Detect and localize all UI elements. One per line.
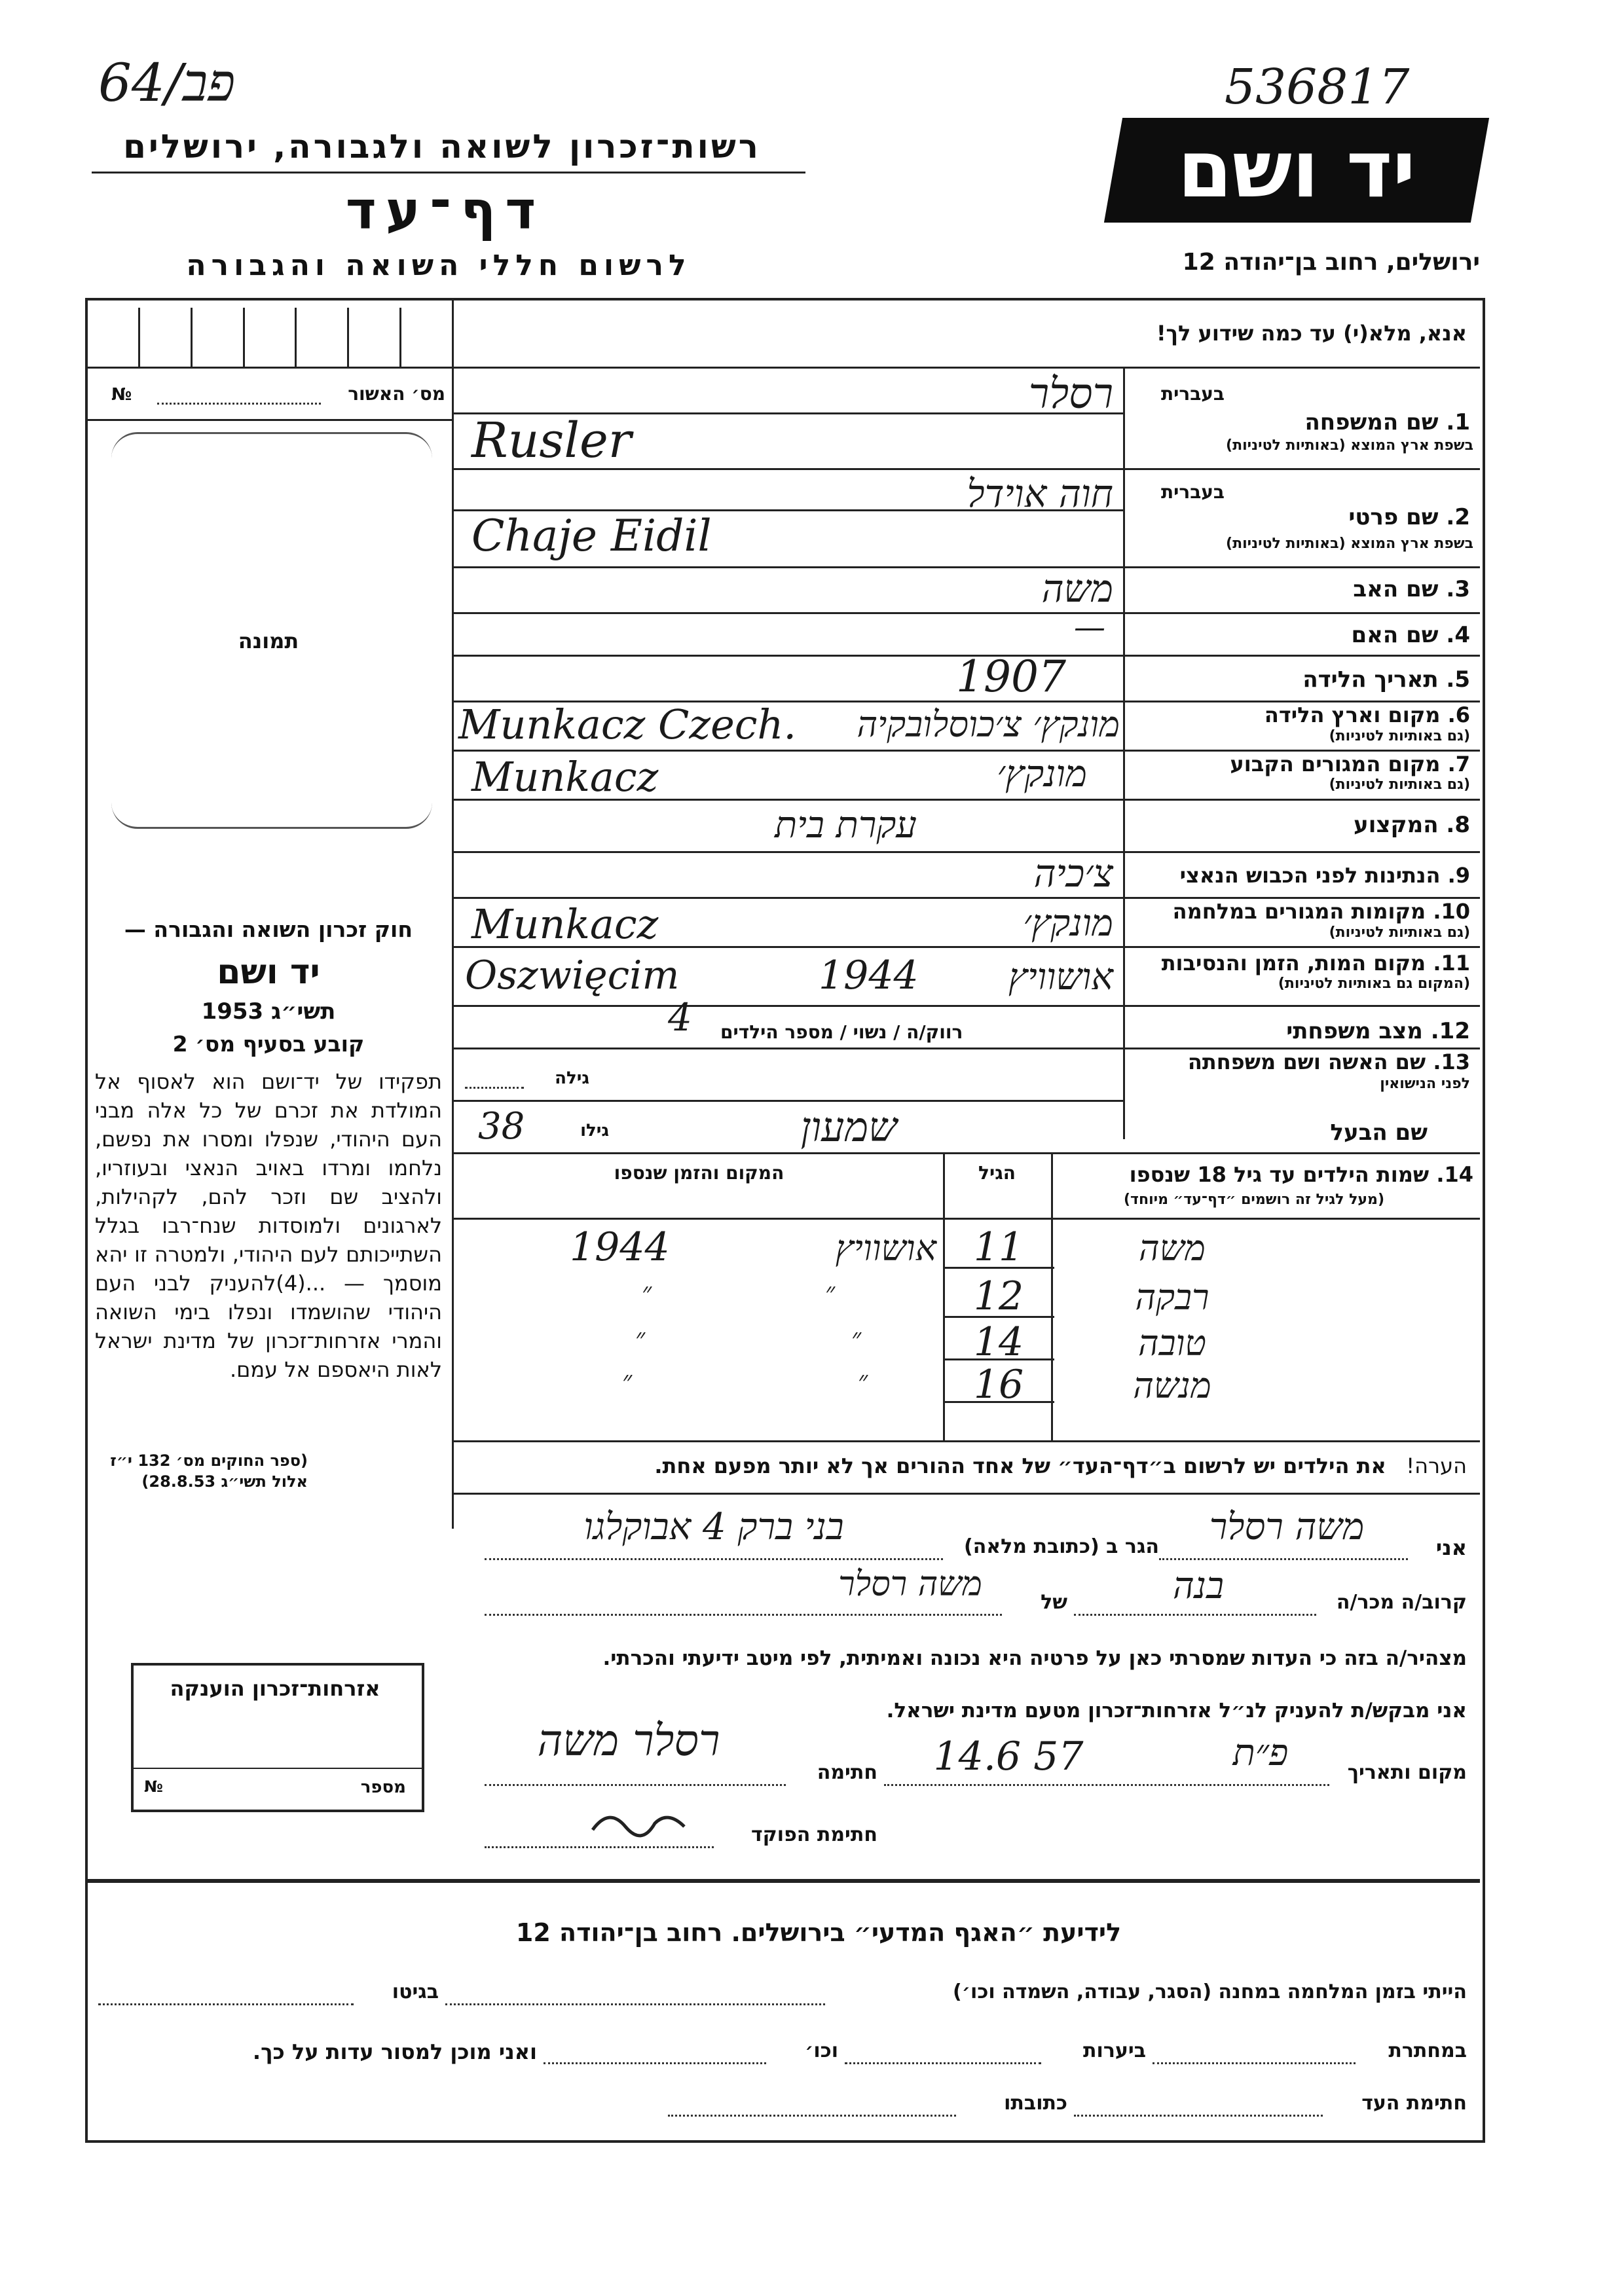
bottom-line-1: הייתי בזמן המלחמה במחנה (הסגר, עבודה, השמדה וכו׳) [953,1980,1467,2003]
field-10-sub: (גם באותיות לטיניות) [1329,924,1470,941]
declarant-name-value: משה רסלר [1209,1506,1365,1548]
photo-label: תמונה [238,629,299,653]
field-11-num: 11. [1433,951,1470,975]
field-9-num: 9. [1447,863,1470,888]
place-date-label: מקום ותאריך [1347,1761,1467,1784]
child-1-name: משה [1139,1228,1206,1269]
field-3-label [1211,576,1470,602]
date-value: 14.6 57 [933,1734,1084,1779]
child-1-year: 1944 [570,1224,670,1270]
relative-value: בנה [1172,1565,1224,1607]
field-6-sub: (גם באותיות לטיניות) [1329,728,1470,744]
children-place-column-header: המקום והזמן שנספו [614,1162,784,1184]
field-12-num: 12. [1430,1018,1470,1044]
field-2-title: שם פרטי [1348,504,1439,530]
law-title: חוק זכרון השואה והגבורה — [124,917,413,942]
birth-place-hebrew-value: מונקץ׳ צ׳כוסלובקיה [857,704,1120,745]
field-11-sub: (המקום גם באותיות לטיניות) [1278,975,1470,992]
field-4-title: שם האם [1351,622,1439,648]
father-name-value: משה [1041,566,1113,611]
approval-number-label: מס׳ האשור [348,383,445,405]
signature-value: רסלר משה [537,1715,720,1766]
signature-label: חתימה [817,1761,877,1784]
citizenship-box-number-suffix: № [144,1777,163,1796]
wartime-place-hebrew-value: מונקץ׳ [1023,902,1113,945]
address-label: הגר ב (כתובת מלאה) [963,1535,1159,1558]
law-source: (ספר החוקים מס׳ 132 י״ז אלול תשי״ג 28.8.53) [110,1451,308,1491]
child-2-place: ״ [825,1277,836,1307]
family-name-hebrew-value: רסלר [1028,370,1113,418]
field-9-label [1133,863,1470,888]
children-age-column-header: הגיל [978,1162,1016,1184]
declaration-request: אני מבקש/ת להעניק לנ״ל אזרחות־זכרון מטעם מדינת ישראל. [886,1699,1467,1722]
field-9-title: הנתינות לפני הכבוש הנאצי [1179,863,1441,888]
witness-address-label: כתובתו [1004,2092,1067,2115]
child-4-place: ״ [858,1366,868,1396]
header-address: ירושלים, רחוב בן־יהודה 12 [1182,249,1480,276]
bottom-etc-label: וכו׳ [805,2039,838,2062]
ghetto-label: בגיטו [392,1980,439,2003]
field-5-label [1211,666,1470,693]
field-4-label [1211,622,1470,648]
first-name-hebrew-value: חוה אוידל [967,471,1113,516]
wife-age-label: גילה [555,1068,589,1088]
husband-age-label: גילו [580,1121,609,1140]
field-1-label [1244,409,1470,435]
field-2-latin-label: בשפת ארץ המוצא (באותיות לטיניות) [1226,536,1473,552]
bottom-title: לידיעת ״האגף המדעי״ בירושלים. רחוב בן־יהודה 12 [515,1918,1122,1947]
field-14-title: שמות הילדים עד גיל 18 שנספו [1129,1162,1430,1187]
child-4-name: מנשה [1133,1365,1211,1406]
authority-title: רשות־זכרון לשואה ולגבורה, ירושלים [123,128,761,166]
bottom-forests-label: ביערות [1083,2039,1146,2062]
birth-place-latin-value: Munkacz Czech. [458,701,797,748]
field-13-title: שם האשה ושם משפחתה [1187,1049,1426,1074]
approval-number-suffix: № [111,385,132,405]
child-3-name: טובה [1137,1322,1207,1364]
citizenship-box-number-label: מספר [360,1777,406,1797]
child-1-place: אושוויץ [835,1228,936,1269]
field-11-title: מקום המות, הזמן והנסיבות [1161,951,1426,975]
field-14-sub: (מעל לגיל זה רושמים ״דף־עד״ מיוחד) [1123,1192,1385,1208]
bottom-underground-label: במחתרת [1388,2039,1467,2062]
wartime-place-latin-value: Munkacz [471,900,659,948]
child-4-age: 16 [973,1362,1024,1408]
child-1-age: 11 [973,1224,1024,1270]
family-name-latin-value: Rusler [471,412,632,469]
field-8-title: המקצוע [1354,812,1439,838]
place-value: פ״ת [1232,1732,1289,1774]
witness-signature-label: חתימת העד [1361,2092,1467,2115]
child-4-year: ״ [622,1366,633,1396]
official-signature-label: חתימת הפוקד [751,1823,877,1846]
field-6-title: מקום וארץ הלידה [1264,702,1441,727]
field-7-sub: (גם באותיות לטיניות) [1329,776,1470,793]
husband-age-value: 38 [478,1105,525,1148]
field-13-label [1133,1049,1470,1074]
top-cells-strip [88,308,452,367]
field-10-label [1133,899,1470,924]
field-5-num: 5. [1446,666,1470,693]
law-body: תפקידו של יד־ושם הוא לאסוף אל המולדת את זכרם של כל אלה מבני העם היהודי, שנפלו ומסרו את נפשם, נלחמו ומרדו באויב הנאצי ובעוזריו, ולהציב שם וזכר להם, לקהילות, לארגונים ולמוסדות שנח־רבו בגלל השתייכותם לעם היהודי, ולמטרה זו יהא מוסמך — ...(4)להעניק לבני העם היהודי שהושמדו ונפלו בימי השואה והמרי אזרחות־זכרון של מדינת ישראל לאות היאספם אל עמם. [95,1069,443,1382]
field-2-label [1244,504,1470,530]
field-8-num: 8. [1446,812,1470,838]
field-6-num: 6. [1447,702,1470,727]
field-13-num: 13. [1433,1049,1470,1074]
field-14-label [1058,1162,1473,1187]
field-10-num: 10. [1433,899,1470,924]
death-place-hebrew-value: אושוויץ [1008,956,1113,998]
field-7-num: 7. [1447,752,1470,776]
field-2-in-hebrew-label: בעברית [1160,481,1225,503]
field-3-title: שם האב [1353,576,1439,602]
field-13-sub: לפני הנישואין [1380,1076,1470,1092]
child-2-name: רבקה [1135,1277,1209,1318]
field-1-num: 1. [1446,409,1470,435]
birth-date-value: 1907 [956,651,1066,702]
top-right-annotation: 536817 [1225,59,1410,115]
law-year: תשי״ג 1953 [201,998,336,1025]
top-left-annotation: פב/64 [98,52,236,113]
field-11-label [1133,951,1470,975]
field-14-num: 14. [1436,1162,1473,1187]
child-2-year: ״ [642,1277,652,1307]
field-12-label [1211,1018,1470,1044]
citizenship-value: צ׳כיה [1033,851,1113,896]
field-1-in-hebrew-label: בעברית [1160,383,1225,405]
declaration-i-label: אני [1435,1535,1467,1560]
death-place-latin-value: Oszwięcim [465,953,680,998]
law-name: יד ושם [217,953,320,992]
child-3-year: ״ [635,1323,646,1353]
mother-name-value: — [1074,609,1105,646]
husband-name-label: שם הבעל [1330,1120,1428,1146]
note-label: הערה! [1406,1453,1467,1478]
residence-latin-value: Munkacz [471,753,659,801]
profession-value: עקרת בית [775,804,917,847]
field-7-label [1133,752,1470,776]
declaration-statement: מצהיר/ה בזה כי העדות שמסרתי כאן על פרטיה היא נכונה ואמיתית, לפי מיטב ידיעתי והכרתי. [602,1647,1467,1670]
official-signature-mark [589,1804,688,1843]
field-10-title: מקומות המגורים במלחמה [1172,899,1426,924]
instruction: אנא, מלא(י) עד כמה שידוע לך! [1156,321,1467,346]
children-count-value: 4 [668,995,692,1040]
field-12-title: מצב משפחתי [1286,1018,1423,1044]
field-1-title: שם המשפחה [1304,409,1439,435]
child-3-place: ״ [851,1323,862,1353]
first-name-latin-value: Chaje Eidil [471,511,712,561]
relative-label: קרוב/ה מכר/ה [1336,1591,1467,1614]
of-label: של [1041,1591,1067,1614]
official-signature-scribble [589,1804,688,1843]
yad-vashem-logo [1104,118,1489,223]
death-year-value: 1944 [819,953,919,998]
child-2-age: 12 [973,1273,1024,1319]
field-7-title: מקום המגורים הקבוע [1230,752,1441,776]
relation-of-value: משה רסלר [838,1565,982,1604]
marital-status-options: רווק/ה / נשוי / מספר הילדים [720,1021,963,1043]
bottom-testify-text: ואני מוכן למסור עדות על כך. [252,2039,537,2064]
note-row [458,1453,1467,1478]
field-5-title: תאריך הלידה [1302,666,1439,693]
note-text: את הילדים יש לרשום ב״דף־העד״ של אחד ההורים אך לא יותר מפעם אחת. [654,1453,1386,1478]
field-8-label [1211,812,1470,838]
form-subtitle: לרשום חללי השואה והגבורה [186,249,692,282]
address-value: בני ברק 4 אבוקלגו [583,1506,844,1548]
field-2-num: 2. [1446,504,1470,530]
field-6-label [1133,702,1470,727]
residence-hebrew-value: מונקץ׳ [997,753,1087,795]
husband-name-value: שמעון [800,1103,897,1151]
field-1-latin-label: בשפת ארץ המוצא (באותיות לטיניות) [1226,437,1473,454]
field-4-num: 4. [1446,622,1470,648]
law-clause: קובע בסעיף מס׳ 2 [172,1031,365,1057]
form-title: דף־עד [345,180,545,241]
field-3-num: 3. [1446,576,1470,602]
citizenship-box-title: אזרחות־זכרון הוענקה [170,1676,380,1701]
logo-text: יד ושם [1177,124,1416,215]
child-3-age: 14 [973,1319,1024,1365]
